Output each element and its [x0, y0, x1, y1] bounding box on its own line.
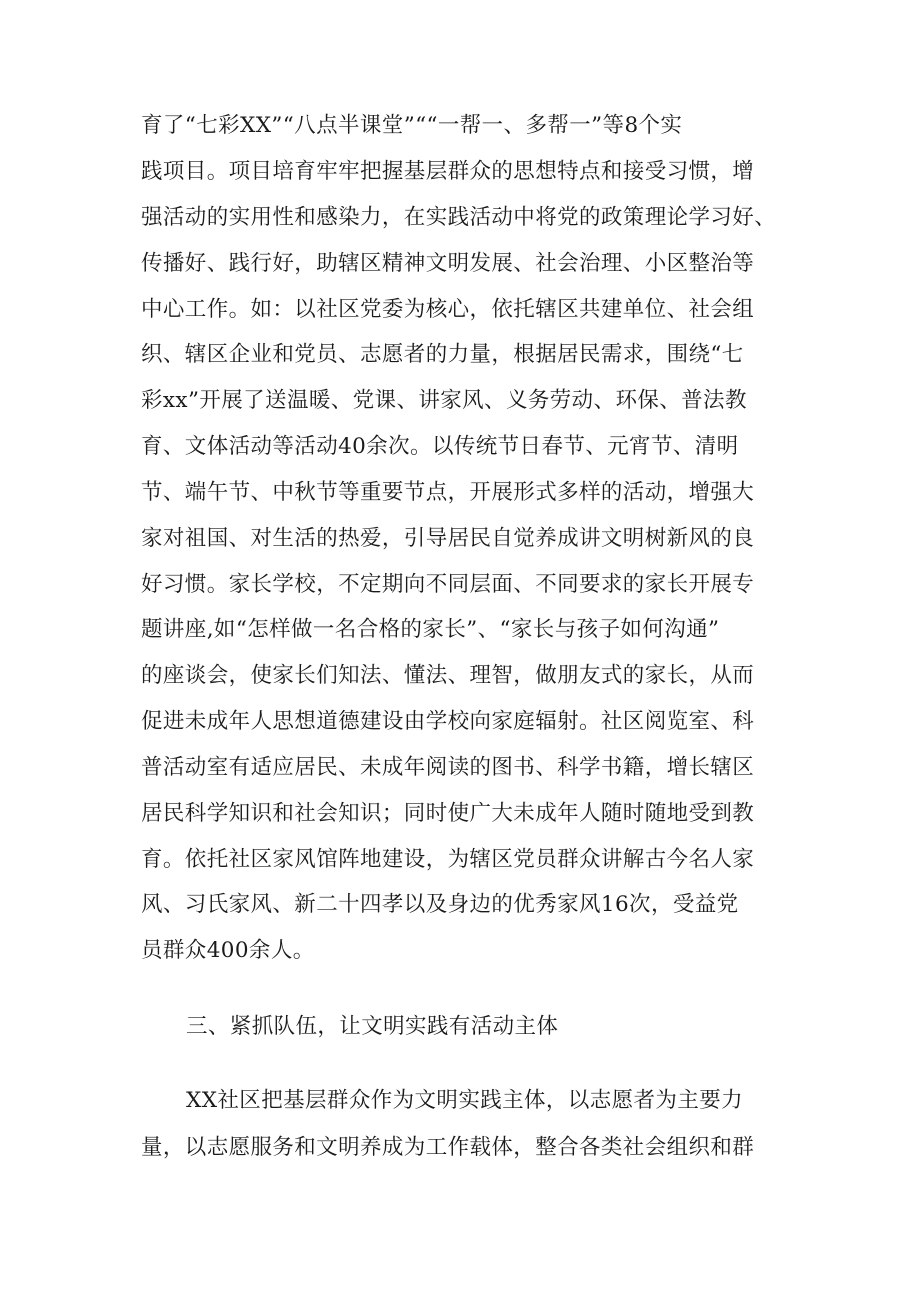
body-line: 员群众400余人。 [141, 938, 315, 963]
body-line: 家对祖国、对生活的热爱，引导居民自觉养成讲文明树新风的良 [141, 526, 755, 551]
body-line: 织、辖区企业和党员、志愿者的力量，根据居民需求，围绕“七 [141, 342, 744, 367]
body-line: 强活动的实用性和感染力，在实践活动中将党的政策理论学习好、 [141, 205, 777, 230]
body-line: 育了“七彩XX”“八点半课堂”““一帮一、多帮一”等8个实 [141, 113, 683, 138]
body-line: 彩xx”开展了送温暖、党课、讲家风、义务劳动、环保、普法教 [141, 388, 747, 413]
body-line: 促进未成年人思想道德建设由学校向家庭辐射。社区阅览室、科 [141, 709, 755, 734]
body-line: 量，以志愿服务和文明养成为工作载体，整合各类社会组织和群 [141, 1135, 755, 1160]
body-line: 育、文体活动等活动40余次。以传统节日春节、元宵节、清明 [141, 434, 739, 459]
body-line: 普活动室有适应居民、未成年阅读的图书、科学书籍，增长辖区 [141, 755, 755, 780]
body-line: 的座谈会，使家长们知法、懂法、理智，做朋友式的家长，从而 [141, 663, 755, 688]
body-line: 风、习氏家风、新二十四孝以及身边的优秀家风16次，受益党 [141, 892, 739, 917]
body-line: 传播好、践行好，助辖区精神文明发展、社会治理、小区整治等 [141, 251, 755, 276]
body-line: 居民科学知识和社会知识；同时使广大未成年人随时随地受到教 [141, 801, 755, 826]
body-line: 好习惯。家长学校，不定期向不同层面、不同要求的家长开展专 [141, 572, 755, 597]
body-line: 中心工作。如：以社区党委为核心，依托辖区共建单位、社会组 [141, 297, 755, 322]
body-line: XX社区把基层群众作为文明实践主体，以志愿者为主要力 [186, 1088, 744, 1113]
body-line: 育。依托社区家风馆阵地建设，为辖区党员群众讲解古今名人家 [141, 847, 755, 872]
body-line: 题讲座,如“怎样做一名合格的家长”、“家长与孩子如何沟通” [141, 617, 720, 642]
section-heading: 三、紧抓队伍，让文明实践有活动主体 [186, 1014, 559, 1039]
body-line: 践项目。项目培育牢牢把握基层群众的思想特点和接受习惯，增 [141, 159, 755, 184]
body-line: 节、端午节、中秋节等重要节点，开展形式多样的活动，增强大 [141, 480, 755, 505]
